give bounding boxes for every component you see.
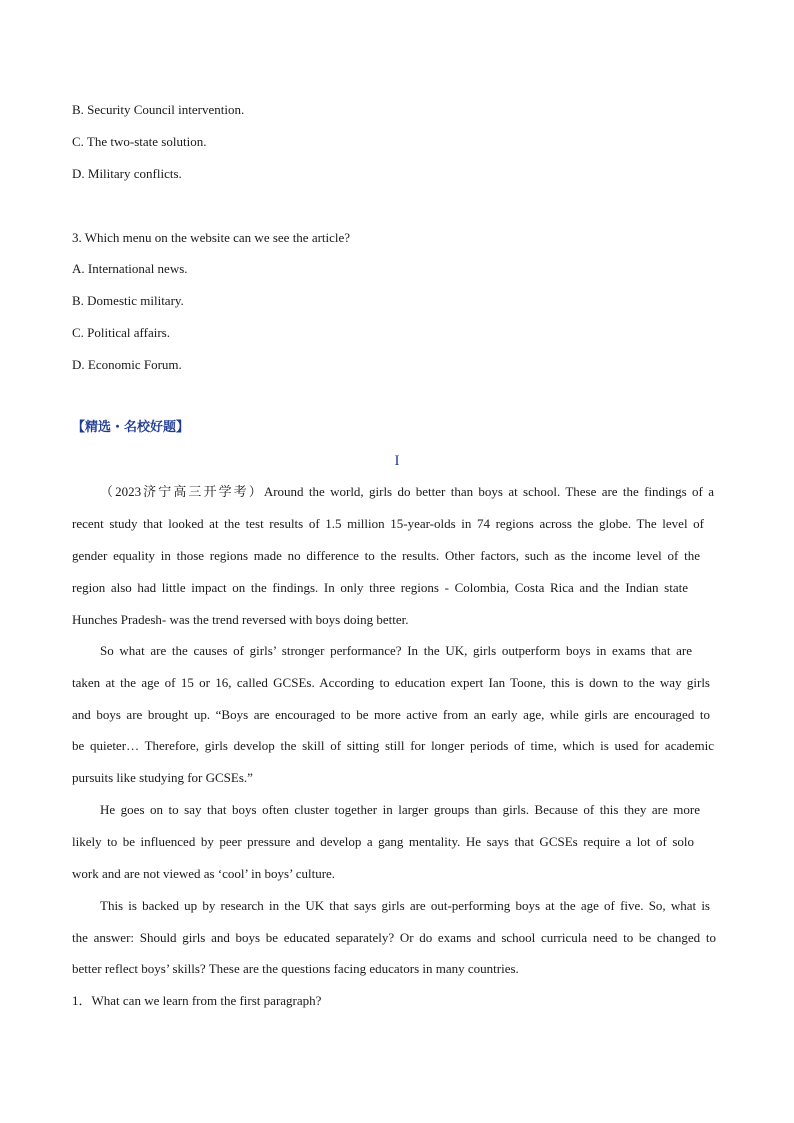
passage-line: recent study that looked at the test results of 1.5 million 15-year-olds in 74 regions across the globe. The level of (72, 516, 704, 531)
option-c-prev: C. The two-state solution. (72, 134, 207, 149)
passage-line: taken at the age of 15 or 16, called GCSEs. According to education expert Ian Toone, this is down to the way girls (72, 675, 710, 690)
section-title: 【精选・名校好题】 (72, 420, 190, 435)
option-b-prev: B. Security Council intervention. (72, 102, 245, 117)
passage-line: This is backed up by research in the UK that says girls are out-performing boys at the age of five. So, what is (100, 898, 710, 913)
question-3-stem: 3. Which menu on the website can we see the article? (72, 230, 351, 245)
passage-number: I (394, 453, 400, 469)
passage-line: work and are not viewed as ‘cool’ in boys’ culture. (72, 866, 336, 881)
option-d-prev: D. Military conflicts. (72, 166, 182, 181)
passage-line: gender equality in those regions made no difference to the results. Other factors, such as the income level of the (72, 548, 700, 563)
passage-line: region also had little impact on the findings. In only three regions - Colombia, Costa Rica and the Indian state (72, 580, 688, 595)
question-1-stem: 1．What can we learn from the first paragraph? (72, 993, 322, 1008)
question-3-option-b: B. Domestic military. (72, 293, 184, 308)
passage-line: pursuits like studying for GCSEs.” (72, 770, 253, 785)
passage-line: So what are the causes of girls’ stronger performance? In the UK, girls outperform boys in exams that are (100, 643, 692, 658)
passage-line: better reflect boys’ skills? These are the questions facing educators in many countries. (72, 961, 519, 976)
passage-line: Hunches Pradesh- was the trend reversed with boys doing better. (72, 612, 409, 627)
passage-line: likely to be influenced by peer pressure and develop a gang mentality. He says that GCSEs require a lot of solo (72, 834, 694, 849)
passage-line: the answer: Should girls and boys be educated separately? Or do exams and school curricula need to be changed to (72, 930, 716, 945)
passage-line: be quieter… Therefore, girls develop the skill of sitting still for longer periods of time, which is used for academic (72, 738, 714, 753)
question-3-option-a: A. International news. (72, 261, 188, 276)
passage-line: （2023济宁高三开学考）Around the world, girls do better than boys at school. These are the findings of a (100, 484, 714, 499)
question-3-option-d: D. Economic Forum. (72, 357, 182, 372)
question-3-option-c: C. Political affairs. (72, 325, 170, 340)
passage-line: and boys are brought up. “Boys are encouraged to be more active from an early age, while girls are encouraged to (72, 707, 710, 722)
passage-line: He goes on to say that boys often cluster together in larger groups than girls. Because of this they are more (100, 802, 700, 817)
